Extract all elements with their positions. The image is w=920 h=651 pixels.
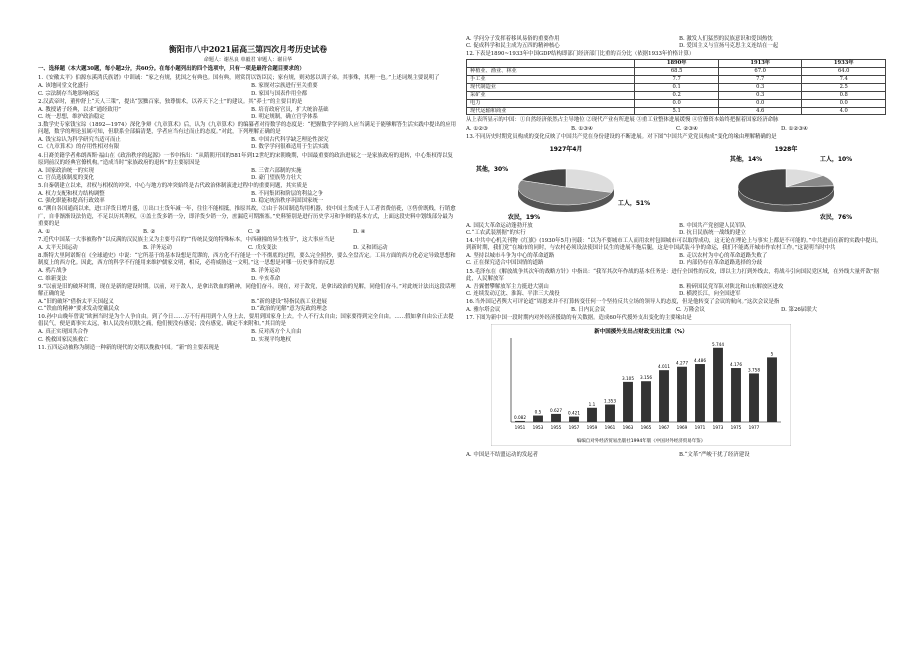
q13-option-0: A. 国民大革命运动蓬勃开放 (466, 222, 533, 229)
question-7-stem: 7.近代中国某一大事被称作“以反满的汉民族主义为主要号召的”“传统民变的特殊标本，中西碰撞的异生枝节”，这大事应当是 (38, 236, 335, 243)
bar-value-label: 4.486 (694, 358, 706, 364)
question-10-stem: 10.孙中山晚年曾说“欧洲当时是为个人争自由。到了今日……万不行再用到个人身上去，要用到国家身上去。个人不行太自由；国家要得到完全自由。……假如拿自由公正去提倡民气，便是离事实太远，和人民没有切肤之痛，他们便没有感觉；没有感觉，确定不来附和。”其目的是 (38, 314, 454, 328)
bar-value-label: 3.758 (748, 367, 760, 373)
bar (551, 414, 561, 422)
bar-value-label: 0.082 (514, 415, 526, 421)
pie-label: 其他，30% (475, 165, 509, 173)
option-3: D. 稳定统治秩序巩固国家统一 (251, 198, 324, 205)
table-row (467, 83, 886, 91)
table-cell: 0.3 (718, 83, 802, 91)
option-3: D. 豪门望族势力壮大 (251, 174, 302, 181)
option-0: A. 鸦片战争 (38, 268, 67, 275)
q11-option-3: D. 爱国主义与宣扬马克思主义连结在一起 (679, 43, 779, 50)
gdp-table-body (467, 68, 886, 115)
exam-authors: 命题人：谢丛良 单毅君 审题人：谢目华 (203, 56, 293, 63)
x-tick-label: 1961 (604, 425, 616, 431)
question-8-options (38, 268, 458, 282)
q14-option-3: D. 内部仍存在革命道路选择的分歧 (679, 260, 763, 267)
bar-value-label: 4.277 (676, 361, 688, 367)
q12-option-2: C. ②③④ (676, 125, 698, 132)
bar (749, 374, 759, 423)
x-tick-label: 1973 (712, 425, 724, 431)
bar-value-label: 4.011 (658, 364, 670, 370)
pie-chart-1928 (686, 143, 886, 221)
q12-options (466, 126, 886, 133)
option-2: C.《九章算术》的存用性相对有限 (38, 144, 120, 151)
option-0: A. 国家政治统一的实现 (38, 167, 94, 174)
q16-options (466, 307, 886, 314)
section-heading: 一、选择题（本大题30题，每小题2分，共60分。在每小题列出的四个选项中，只有一项是最符合题目要求的） (38, 66, 305, 73)
option-1: B. 洋务运动 (143, 245, 172, 252)
q14-stem: 14.中共中心机关刊物《红旗》(1930年5月)刊载：“以为不要城市工人而用农村包围城市可以取得成功，这无论在理论上与事实上都是不可能的。”中共进而在新的实践中提出，到新时期，我们党“在城市的同时，与农村必须设法使国计民生的进展不拖后腿，这是中国武装斗争的命运，我们不能离开城市作农村工作。”这说明当时中共 (466, 238, 882, 252)
question-6-stem: 6.“溯自各国通商以来，进口洋货日增月盛，①出口土货年减一年，往往不能相抵，推原其故，②由于各国制造均用机器，较中国土货成于人工者省费倍蓰，③售价既贱，行销愈广，自非渐渐设法仿造，不足以历其利权，④盖土货多销一分，即洋货少销一分，庶漏卮可期渐塞。”史料鉴别是进行历史学习和争辩的基本方式，上面这段史料中划线部分最为重要的是 (38, 206, 456, 227)
option-2: C. ③ (248, 228, 261, 235)
q16-stem: 16.当外国记者舆大可评论道“周恩来并不打算转变任何一个坚持反共立场的领导人的态度，但是他转变了会议的航向。”这次会议是指 (466, 299, 780, 306)
option-3: D. 数学学问很难适用于生活实践 (251, 144, 329, 151)
pie-charts (466, 143, 886, 221)
table-cell: 电力 (467, 99, 635, 107)
table-cell: 67.0 (718, 68, 802, 76)
gdp-table (466, 59, 886, 115)
question-6-options (38, 229, 458, 236)
pie-label: 工人，10% (819, 155, 853, 163)
option-0: A. 教授诸子经典，以求“通经致用” (38, 106, 121, 113)
question-9-stem: 9.“以前是旧的破坏时期，现在是新的建设时期。以前，对于敌人，是拿出铁血的精神，同他们奋斗。现在，对于敌党，是拿出政治的见解，同他们奋斗。”对此统计法出这段话理解正确的是 (38, 283, 456, 297)
bar (677, 367, 687, 422)
q13-stem: 13.不同历史时期党员构成的变化反映了中国共产党在身份建设的不断进展。对下图“中国共产党党员构成”变化的缘由理解精确的是 (466, 133, 777, 140)
option-3: D. 实现平均地权 (251, 336, 291, 343)
bar (641, 382, 651, 423)
bar (767, 358, 777, 423)
option-0: A. 太平天国运动 (38, 245, 78, 252)
table-cell: 0.3 (718, 91, 802, 99)
q13-option-1: B. 中国共产党创建人民军队 (679, 222, 746, 229)
option-3: D. 家国与国表作用全都 (251, 90, 308, 97)
option-1: B. 家规对宗族进行至关重要 (251, 83, 318, 90)
table-cell: 0.1 (635, 83, 719, 91)
q14-option-2: C. 正在探究适合中国国情的道路 (466, 260, 544, 267)
question-7-options (38, 245, 458, 252)
q16-option-0: A. 雅尔塔会议 (466, 307, 501, 314)
q16-option-2: C. 万隆会议 (676, 307, 705, 314)
question-5-options (38, 191, 458, 205)
bar (515, 421, 525, 422)
table-row (467, 107, 886, 115)
table-cell: 0.0 (802, 99, 886, 107)
option-1: B. 三省六部制的实施 (251, 167, 302, 174)
table-cell: 采矿业 (467, 91, 635, 99)
option-1: B. 不同集团和阶层的利益之争 (251, 191, 324, 198)
option-1: B. 中国古代科学缺乏理论性深究 (251, 137, 329, 144)
table-cell: 64.0 (802, 68, 886, 76)
table-cell: 7.7 (635, 76, 719, 84)
bar-value-label: 0.421 (568, 410, 580, 416)
q15-option-2: C. 连续发动辽沈、淮海、平津三大战役 (466, 290, 560, 297)
bar-value-label: 3.156 (640, 375, 652, 381)
question-2-options (38, 107, 458, 121)
x-tick-label: 1953 (532, 425, 544, 431)
left-question-list (38, 75, 458, 352)
option-2: C. 戊戌变法 (248, 245, 277, 252)
x-tick-label: 1969 (676, 425, 688, 431)
table-cell: 4.6 (718, 107, 802, 115)
q12-option-1: B. ①③④ (571, 125, 593, 132)
option-0: A.“旧的破坏”借指太平天国起义 (38, 298, 114, 305)
table-row (467, 99, 886, 107)
x-tick-label: 1965 (640, 425, 652, 431)
option-0: A. 权力支配和权力结构调整 (38, 191, 105, 198)
q14-option-1: B. 走以农村为中心的革命道路失败了 (679, 253, 768, 260)
chart-caption: 编编自对外经济贸易出版社1994年版《中国对外经济贸易年鉴》 (576, 439, 706, 445)
table-header-cell: 1890年 (635, 60, 719, 68)
q11-option-2: C. 促成科学和民主成为五四的精神核心 (466, 43, 560, 50)
table-header-cell: 1913年 (718, 60, 802, 68)
bar (623, 382, 633, 422)
question-1-options (38, 83, 458, 97)
q12-stem: 12.下表是1890~1933年中国GDP结构即部门经济部门比重的百分比（依据1933年价格计算） (466, 51, 695, 58)
table-cell: 7.4 (802, 76, 886, 84)
bar-value-label: 0.627 (550, 408, 562, 414)
q15-options (466, 284, 886, 298)
x-tick-label: 1977 (748, 425, 760, 431)
x-tick-label: 1951 (514, 425, 526, 431)
table-row (467, 76, 886, 84)
bar (569, 417, 579, 422)
option-0: A. 该地同堂文化盛行 (38, 83, 89, 90)
question-8-stem: 8.斯特大里阿诺斯在《全球通史》中说：“它所基于的基本设想是荒谬的，西方化不行能是一个不彻底的过程，要么完全照抄，要么全盘否定。工具方面的西方化必定导致思想和制度上的西方化。因此，西方的科学不行能用来维护儒家文明，相反，必将威胁这一文明。”这一思想是对哪一历史事件的反思 (38, 253, 456, 267)
bar-value-label: 3.105 (622, 376, 634, 382)
q15-option-0: A. 吾翼僧攀解放军主力挺进大别山 (466, 283, 549, 290)
bar (713, 348, 723, 422)
q17-option-1: B.“文革”严峻干扰了经济建设 (679, 451, 750, 458)
pie-label: 农民，76% (819, 213, 853, 221)
question-3-stem: 3.数学史专家钱宝琮（1892—1974）深化争辩《九章算术》后，认为《九章算术》的编纂者对待数学的态度是：“把握数学学问的人应当满足于能够解答生活实践中提出的应用问题，数学的理论虽属可知，但联系全部搞清楚，学者应当有过而止的态度。”对此，下列理解正确的是 (38, 122, 457, 136)
q11-option-0: A. 学问分子发挥着移风易俗的重要作用 (466, 36, 560, 42)
option-2: C. 统一思想，维护政治稳定 (38, 113, 105, 120)
table-cell: 0.8 (802, 91, 886, 99)
q17-option-0: A. 中国是不结盟运动的发起者 (466, 451, 539, 458)
left-column (38, 0, 458, 651)
question-2-stem: 2.汉武帝时，董仲舒上“天人三策”，提出“罢黜百家，独尊儒术，以养天下之士”的建议。其“养士”的主要目的是 (38, 98, 303, 105)
q13-options (466, 223, 886, 237)
question-4-stem: 4.日裔美籍学者弗朗西斯·福山在《政治秩序的起源》一书中指出：“从隋朝开国的581年到12世纪的宋朝晚期，中国最重要的政治进展之一是家族政府的退转，中心集权得以复原到前汉的经典官僚机构。”造成当时“家族政府的退转”的主要原因是 (38, 152, 453, 166)
q12-option-0: A. ①②③ (466, 125, 488, 132)
chart-title: 新中国援外支出占财政支出比重（%） (594, 329, 688, 336)
question-3-options (38, 137, 458, 151)
bar-value-label: 0.5 (534, 409, 542, 415)
option-2: C. 挽救国家民族救亡 (38, 336, 89, 343)
x-tick-label: 1971 (694, 425, 706, 431)
option-1: B. 洋务运动 (251, 268, 280, 275)
table-row (467, 68, 886, 76)
table-header-cell (467, 60, 635, 68)
option-0: A. 真正实现国共合作 (38, 329, 89, 336)
aid-bar-chart (491, 324, 791, 446)
bar-value-label: 4.176 (730, 362, 742, 368)
pie-label: 其他，14% (729, 155, 763, 163)
gdp-table-header (467, 60, 886, 68)
x-tick-label: 1959 (586, 425, 598, 431)
bar (587, 408, 597, 422)
question-5-stem: 5.自秦朝建立以来，君权与相权的冲突、中心与地方的冲突始终是古代政治体制演进过程中的重要问题，其实质是 (38, 183, 308, 190)
x-tick-label: 1957 (568, 425, 580, 431)
x-tick-label: 1955 (550, 425, 562, 431)
q12-option-3: D. ①②③④ (781, 125, 808, 132)
bar-value-label: 5 (770, 351, 774, 357)
table-cell: 0.2 (635, 91, 719, 99)
table-cell: 7.7 (718, 76, 802, 84)
table-cell: 现代制造业 (467, 83, 635, 91)
q11-option-1: B. 激发人们猛烈的民族意识和爱国热忱 (679, 36, 773, 42)
option-1: B. ② (143, 228, 156, 235)
table-cell: 手工业 (467, 76, 635, 84)
table-header-cell: 1933年 (802, 60, 886, 68)
bar-value-label: 1.1 (588, 402, 596, 408)
option-2: C. 官员选拔制度的变化 (38, 174, 94, 181)
question-9-options (38, 299, 458, 313)
q13-option-2: C.“工农武装割据”的实行 (466, 229, 526, 236)
table-row (467, 91, 886, 99)
table-cell: 0.0 (635, 99, 719, 107)
q11-options (466, 36, 886, 50)
q15-stem: 15.毛泽东在《解放战争其次年的战略方针》中指出：“我军其次年作战的基本任务是：进行全国性的反攻，即以主力打到外线去，将战斗引向国民党区域，在外线大量歼敌”据此，人民解放军 (466, 268, 879, 282)
option-0: A. 钱宝琮认为科学研究当适可而止 (38, 137, 121, 144)
question-10-options (38, 329, 458, 343)
pie-label: 工人，51% (617, 199, 651, 207)
table-cell: 4.0 (802, 107, 886, 115)
table-cell: 68.5 (635, 68, 719, 76)
option-3: D. 明定规制，确立官学体系 (251, 113, 318, 120)
table-cell: 0.0 (718, 99, 802, 107)
pie-title: 1928年 (774, 145, 798, 153)
q14-options (466, 253, 886, 267)
table-cell: 现代运输和商业 (467, 107, 635, 115)
option-2: C.“铁血的精神”要求发动宽戴民众 (38, 306, 120, 313)
option-3: D. 义和团运动 (353, 245, 388, 252)
q12-after: 从上表所显示的中国：①自然经济依然占主导地位 ②现代产业有所进展 ③重工业整体进展缓慢 ④官僚资本始终把握着国家经济命脉 (466, 117, 779, 124)
q15-option-3: D. 横渡长江，向全国进军 (679, 290, 741, 297)
pie-chart-1927 (466, 143, 666, 221)
bar (605, 405, 615, 422)
bar (695, 364, 705, 422)
right-column (466, 0, 886, 651)
table-cell: 5.1 (635, 107, 719, 115)
q17-options (466, 452, 886, 459)
bar-value-label: 1.353 (604, 398, 616, 404)
option-1: B. 反对西方个人自由 (251, 329, 302, 336)
x-tick-label: 1975 (730, 425, 742, 431)
option-2: C. 强化职能和提高行政效率 (38, 198, 105, 205)
q16-option-3: D. 第26届联大 (781, 307, 817, 314)
exam-title: 衡阳市八中2021届高三第四次月考历史试卷 (168, 44, 328, 54)
option-3: D. 辛亥革命 (251, 275, 281, 282)
option-1: B. 培育政府官员，扩大统治基础 (251, 106, 329, 113)
x-tick-label: 1967 (658, 425, 670, 431)
table-cell: 2.5 (802, 83, 886, 91)
option-2: C. 宗法制存当地影响深远 (38, 90, 100, 97)
q13-option-3: D. 抗日民族统一战线的建立 (679, 229, 746, 236)
option-2: C. 维新变法 (38, 275, 67, 282)
pie-label: 农民，19% (507, 213, 541, 221)
option-3: D.“政治的见解”意为宪政的理念 (251, 306, 328, 313)
option-0: A. ① (38, 228, 51, 235)
table-cell: 种植业、渔业、林业 (467, 68, 635, 76)
bar (731, 368, 741, 422)
pie-title: 1927年4月 (549, 145, 583, 153)
option-3: D. ④ (353, 228, 366, 235)
question-1-stem: 1.《安徽太平》伯源东溪鸿氏族谱》中训诫：“家之有规，犹国之有典也。国有典，则赏罚以饬臣民；家有规，则劝惩以训子弟。其事殊，其理一也。”上述词规主要说明了 (38, 75, 440, 82)
q15-option-1: B. 粉碎国民党军队对陕北和山东解放区进攻 (679, 283, 784, 290)
q17-stem: 17.下图为新中国一段时期内对外经济援助的有关数据。造成60年代援外支出变化的主要缘由是 (466, 315, 692, 322)
q16-option-1: B. 日内瓦会议 (571, 307, 606, 314)
bar (659, 371, 669, 423)
question-11-stem: 11.五四运动被称为制造一种新的现代的文明以挽救中国。“新”的主要表现是 (38, 344, 220, 351)
q14-option-0: A. 坚持以城市斗争为中心的革命道路 (466, 253, 555, 260)
bar (533, 416, 543, 422)
x-tick-label: 1963 (622, 425, 634, 431)
option-1: B.“新的建设”特指民族工业进展 (251, 298, 327, 305)
bar-value-label: 5.744 (712, 342, 724, 348)
question-4-options (38, 168, 458, 182)
